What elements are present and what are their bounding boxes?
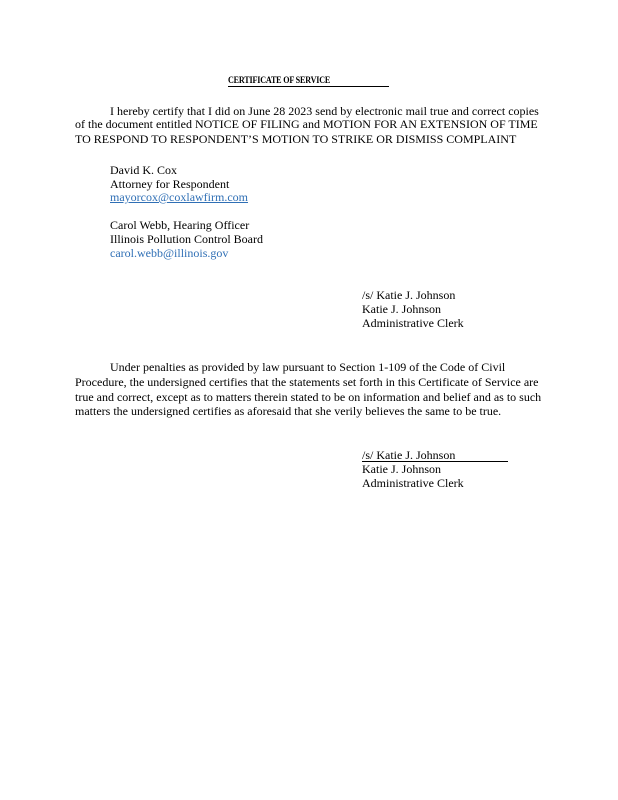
- signature-2-name: Katie J. Johnson: [362, 462, 441, 476]
- signature-1-sig: /s/ Katie J. Johnson: [362, 288, 456, 302]
- para2-line1: Under penalties as provided by law pursuant to Section 1-109 of the Code of Civil: [110, 360, 506, 374]
- para1-line3: TO RESPOND TO RESPONDENT’S MOTION TO STRIKE OR DISMISS COMPLAINT: [75, 132, 517, 146]
- recipient-2-name: Carol Webb, Hearing Officer: [110, 218, 250, 232]
- signature-2-title: Administrative Clerk: [362, 476, 464, 490]
- para2-line3: true and correct, except as to matters therein stated to be on information and belief and as to such: [75, 390, 542, 404]
- recipient-2-email-link[interactable]: carol.webb@illinois.gov: [110, 246, 229, 260]
- recipient-2-role: Illinois Pollution Control Board: [110, 232, 264, 246]
- para2-line4: matters the undersigned certifies as aforesaid that she verily believes the same to be true.: [75, 404, 502, 418]
- recipient-1-role: Attorney for Respondent: [110, 177, 230, 191]
- recipient-1-email-link[interactable]: mayorcox@coxlawfirm.com: [110, 190, 249, 204]
- para1-line1: I hereby certify that I did on June 28 2023 send by electronic mail true and correct copies: [110, 104, 539, 118]
- signature-1-title: Administrative Clerk: [362, 316, 464, 330]
- title-underline: [228, 86, 389, 87]
- para1-line2: of the document entitled NOTICE OF FILING and MOTION FOR AN EXTENSION OF TIME: [75, 117, 538, 131]
- document-title: CERTIFICATE OF SERVICE: [228, 75, 331, 85]
- para2-line2: Procedure, the undersigned certifies that the statements set forth in this Certificate of Service are: [75, 375, 539, 389]
- signature-1-name: Katie J. Johnson: [362, 302, 441, 316]
- signature-2-sig: /s/ Katie J. Johnson: [362, 448, 456, 462]
- recipient-1-name: David K. Cox: [110, 163, 177, 177]
